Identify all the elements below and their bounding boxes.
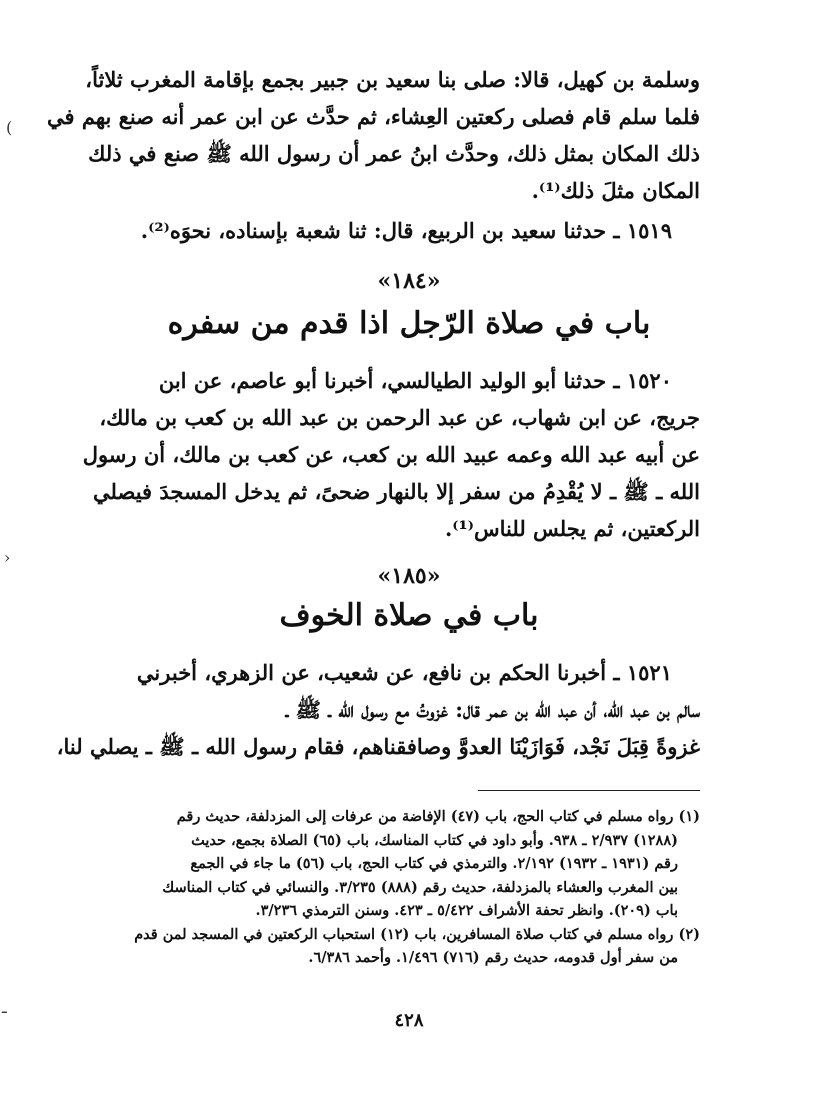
continuation-paragraph xyxy=(47,61,700,209)
chapter-title: باب في صلاة الخوف xyxy=(279,598,539,633)
margin-mark: ـ xyxy=(2,998,7,1017)
footnote-line: بين المغرب والعشاء بالمزدلفة، حديث رقم (٨٨٨) ٣/٢٣٥. والنسائي في كتاب المناسك xyxy=(162,878,678,896)
footnote-1 xyxy=(130,805,700,923)
text-line: ١٥١٩ ـ حدثنا سعيد بن الربيع، قال: ثنا شعبة بإسناده، نحوَه⁽²⁾. xyxy=(140,218,672,243)
text-line: ١٥٢٠ ـ حدثنا أبو الوليد الطيالسي، أخبرنا أبو عاصم، عن ابن xyxy=(158,368,672,393)
footnote-line: رقم (١٩٣١ ـ ١٩٣٢) ٢/١٩٢. والترمذي في كتاب الحج، باب (٥٦) ما جاء في الجمع xyxy=(190,855,678,872)
chapter-number: «١٨٤» xyxy=(377,268,441,294)
text-line: عن أبيه عبد الله وعمه عبيد الله بن كعب، عن كعب بن مالك، أن رسول xyxy=(82,442,700,467)
chapter-title: باب في صلاة الرّجل اذا قدم من سفره xyxy=(167,306,651,341)
footnote-line: (٢) رواه مسلم في كتاب صلاة المسافرين، باب (١٢) استحباب الركعتين في المسجد لمن قدم xyxy=(134,925,700,943)
footnote-line: باب (٢٠٩). وانظر تحفة الأشراف ٥/٤٢٢ ـ ٤٢٣. وسنن الترمذي ٣/٢٣٦. xyxy=(255,902,678,919)
hadith-1520 xyxy=(82,362,700,547)
margin-mark: › xyxy=(4,548,11,567)
text-line: وسلمة بن كهيل، قالا: صلى بنا سعيد بن جبير بجمع بإقامة المغرب ثلاثاً، xyxy=(85,67,700,92)
footnote-divider xyxy=(478,790,700,791)
hadith-1519 xyxy=(130,212,700,249)
page-number: ٤٢٨ xyxy=(394,1010,424,1031)
text-line: المكان مثلَ ذلك⁽¹⁾. xyxy=(531,178,700,203)
text-line: الركعتين، ثم يجلس للناس⁽¹⁾. xyxy=(444,516,700,541)
footnote-line: (١) رواه مسلم في كتاب الحج، باب (٤٧) الإفاضة من عرفات إلى المزدلفة، حديث رقم xyxy=(176,808,700,825)
footnotes xyxy=(130,805,700,970)
margin-mark: ( xyxy=(6,118,13,137)
text-line: فلما سلم قام فصلى ركعتين العِشاء، ثم حدَّث عن ابن عمر أنه صنع بهم في xyxy=(47,104,700,129)
footnote-line: (١٢٨٨) ٢/٩٣٧ ـ ٩٣٨. وأبو داود في كتاب المناسك، باب (٦٥) الصلاة بجمع، حديث xyxy=(191,831,678,849)
text-line: سالم بن عبد الله، أن عبد الله بن عمر قال: غزوتُ مع رسول الله ـ ﷺ ـ xyxy=(285,697,700,722)
text-line: غزوةً قِبَلَ نَجْد، فَوَازَيْنَا العدوَّ وصافقناهم، فقام رسول الله ـ ﷺ ـ يصلي لنا، xyxy=(56,734,700,759)
text-line: جريج، عن ابن شهاب، عن عبد الرحمن بن عبد الله بن كعب بن مالك، xyxy=(99,405,700,430)
hadith-1521 xyxy=(56,654,700,765)
chapter-number: «١٨٥» xyxy=(377,563,441,589)
footnote-2 xyxy=(130,923,700,970)
text-line: ١٥٢١ ـ أخبرنا الحكم بن نافع، عن شعيب، عن الزهري، أخبرني xyxy=(136,660,672,685)
text-line: الله ـ ﷺ ـ لا يُقْدِمُ من سفر إلا بالنهار ضحىً، ثم يدخل المسجدَ فيصلي xyxy=(93,479,700,504)
footnote-line: من سفر أول قدومه، حديث رقم (٧١٦) ١/٤٩٦. وأحمد ٦/٣٨٦. xyxy=(308,949,678,966)
text-line: ذلك المكان بمثل ذلك، وحدَّث ابنُ عمر أن رسول الله ﷺ صنع في ذلك xyxy=(88,141,700,166)
